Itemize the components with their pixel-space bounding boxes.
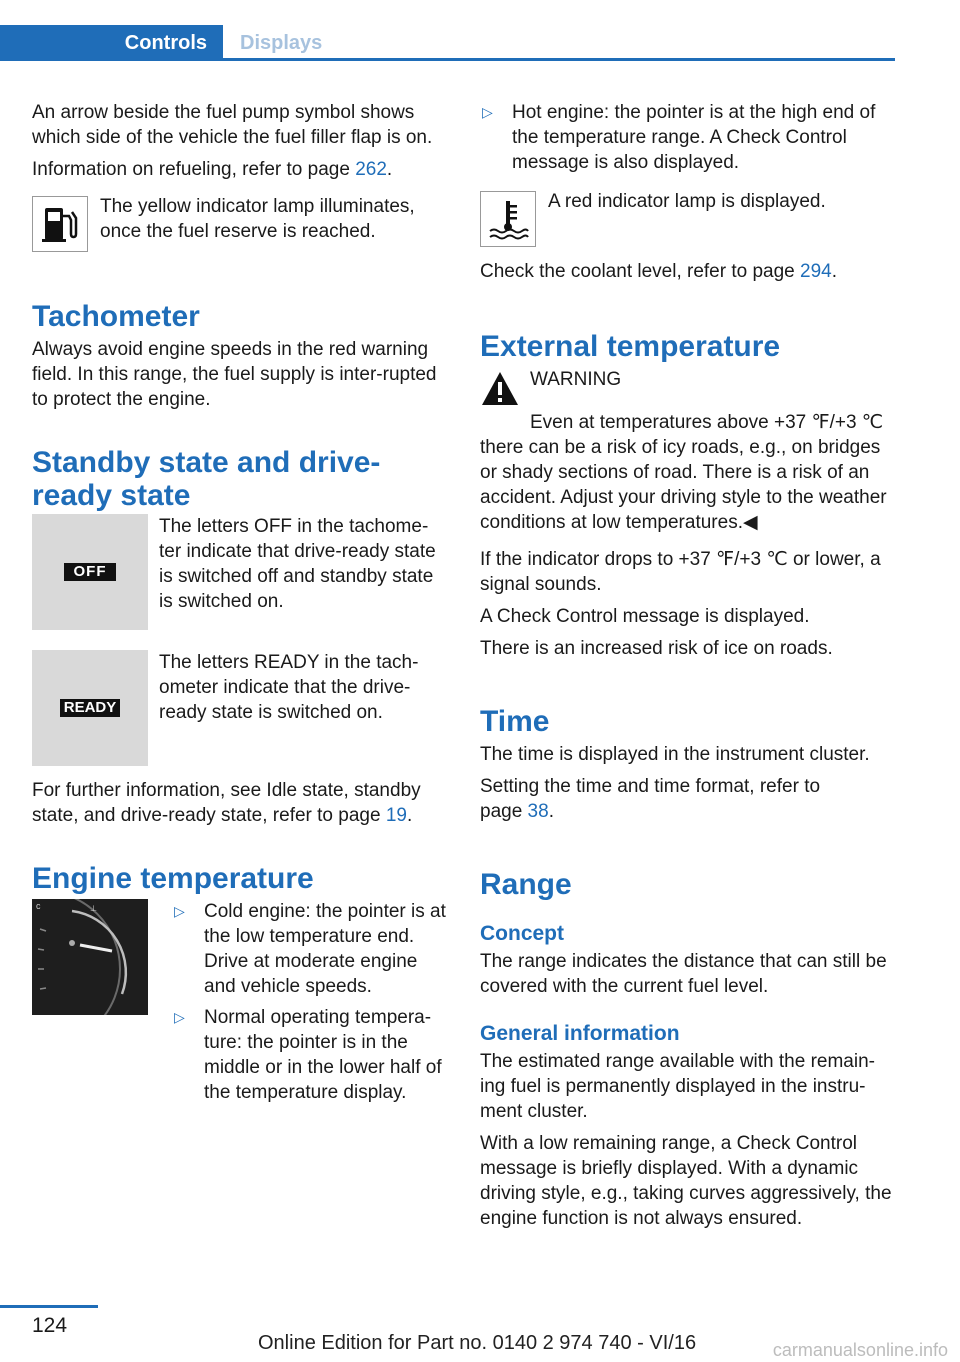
further-info-paragraph <box>32 778 447 828</box>
fuel-lamp-row <box>32 194 447 252</box>
bullet-cold-engine <box>172 899 447 999</box>
off-badge: OFF <box>64 563 116 581</box>
warning-block <box>480 367 898 416</box>
engine-temp-bullets <box>172 899 447 1111</box>
engine-temperature-heading: Engine temperature <box>32 862 314 895</box>
time-page-link[interactable]: 38 <box>527 801 549 822</box>
further-suffix: . <box>406 805 413 826</box>
refuel-paragraph <box>32 157 447 182</box>
fuel-lamp-text: The yellow indicator lamp illuminates, once the fuel reserve is reached. <box>100 196 415 242</box>
warning-triangle-icon <box>480 369 520 416</box>
fuel-pump-icon <box>32 196 88 252</box>
bullet-hot-text: Hot engine: the pointer is at the high end of the temperature range. A Check Control message is also displayed. <box>512 102 876 173</box>
tab-displays[interactable]: Displays <box>240 32 323 54</box>
concept-text: The range indicates the distance that can still be covered with the current fuel level. <box>480 951 887 997</box>
bullet-normal-temperature <box>172 1005 447 1105</box>
bullet-hot-engine <box>480 100 898 175</box>
ready-row <box>32 650 447 766</box>
engine-temp-row <box>32 899 447 1111</box>
further-text: For further information, see Idle state, standby state, and drive-ready state, refer to page <box>32 780 421 826</box>
footer-rule <box>0 1305 98 1308</box>
time-text: The time is displayed in the instrument cluster. <box>480 744 870 765</box>
ready-text: The letters READY in the tach-ometer indicate that the drive-ready state is switched on. <box>159 652 419 723</box>
warning-label: WARNING <box>530 369 622 390</box>
triangle-bullet-icon: ▷ <box>174 903 185 919</box>
standby-heading: Standby state and drive-ready state <box>32 446 381 512</box>
ready-badge: READY <box>60 699 121 717</box>
ready-display-image <box>32 650 148 766</box>
concept-heading: Concept <box>480 922 564 945</box>
section-tabs <box>0 25 895 61</box>
red-lamp-row <box>480 189 898 247</box>
general-info-heading: General information <box>480 1022 680 1045</box>
tachometer-heading: Tachometer <box>32 300 200 333</box>
bullet-cold-text: Cold engine: the pointer is at the low temperature end. Drive at moderate engine and vehicle speeds. <box>204 901 446 997</box>
coolant-text: Check the coolant level, refer to page <box>480 261 801 282</box>
coolant-paragraph <box>480 259 898 284</box>
temperature-gauge-image <box>32 899 148 1015</box>
time-setting-text: Setting the time and time format, refer to page <box>480 776 821 822</box>
ice-risk-text: There is an increased risk of ice on roads. <box>480 638 833 659</box>
general-info-text-2: With a low remaining range, a Check Control message is briefly displayed. With a dynamic driving style, e.g., taking curves aggressively, the engine function is not always ensured. <box>480 1133 892 1229</box>
range-heading: Range <box>480 868 572 901</box>
general-info-text-1: The estimated range available with the remain-ing fuel is permanently displayed in the instru-ment cluster. <box>480 1051 875 1122</box>
idle-state-page-link[interactable]: 19 <box>385 805 407 826</box>
red-lamp-text: A red indicator lamp is displayed. <box>548 191 826 212</box>
off-text: The letters OFF in the tachome-ter indicate that drive-ready state is switched off and standby state is switched on. <box>159 516 436 612</box>
triangle-bullet-icon: ▷ <box>174 1009 185 1025</box>
tachometer-text: Always avoid engine speeds in the red warning field. In this range, the fuel supply is inter-rupted to protect the engine. <box>32 339 437 410</box>
watermark: carmanualsonline.info <box>772 1340 948 1360</box>
time-heading: Time <box>480 705 550 738</box>
coolant-suffix: . <box>831 261 838 282</box>
coolant-temperature-icon <box>480 191 536 247</box>
svg-text:⊥: ⊥ <box>90 904 97 913</box>
time-setting-paragraph <box>480 774 860 824</box>
bullet-normal-text: Normal operating tempera-ture: the pointer is in the middle or in the lower half of the temperature display. <box>204 1007 442 1103</box>
hot-engine-bullets <box>480 100 898 175</box>
refuel-text: Information on refueling, refer to page <box>32 159 356 180</box>
right-column <box>480 100 898 1238</box>
edition-footer: Online Edition for Part no. 0140 2 974 740 - VI/16 <box>258 1332 697 1354</box>
coolant-page-link[interactable]: 294 <box>800 261 832 282</box>
triangle-bullet-icon: ▷ <box>482 104 493 120</box>
check-control-text: A Check Control message is displayed. <box>480 606 810 627</box>
tab-controls[interactable]: Controls <box>0 25 223 61</box>
fuel-arrow-paragraph: An arrow beside the fuel pump symbol shows which side of the vehicle the fuel filler flap is on. <box>32 102 433 148</box>
page-number: 124 <box>32 1314 68 1337</box>
header-rule <box>0 58 895 61</box>
refuel-page-link[interactable]: 262 <box>355 159 387 180</box>
warning-text: Even at temperatures above +37 ℉/+3 ℃ there can be a risk of icy roads, e.g., on bridges or shady sections of road. There is a risk of an accident. Adjust your driving style to the weather conditions at low temperatures.◀ <box>480 412 887 533</box>
indicator-drops-text: If the indicator drops to +37 ℉/+3 ℃ or lower, a signal sounds. <box>480 549 881 595</box>
external-temperature-heading: External temperature <box>480 330 781 363</box>
refuel-suffix: . <box>386 159 393 180</box>
time-setting-suffix: . <box>548 801 554 822</box>
off-row <box>32 514 447 630</box>
svg-text:c: c <box>36 901 41 911</box>
off-display-image <box>32 514 148 630</box>
left-column <box>32 100 447 1111</box>
